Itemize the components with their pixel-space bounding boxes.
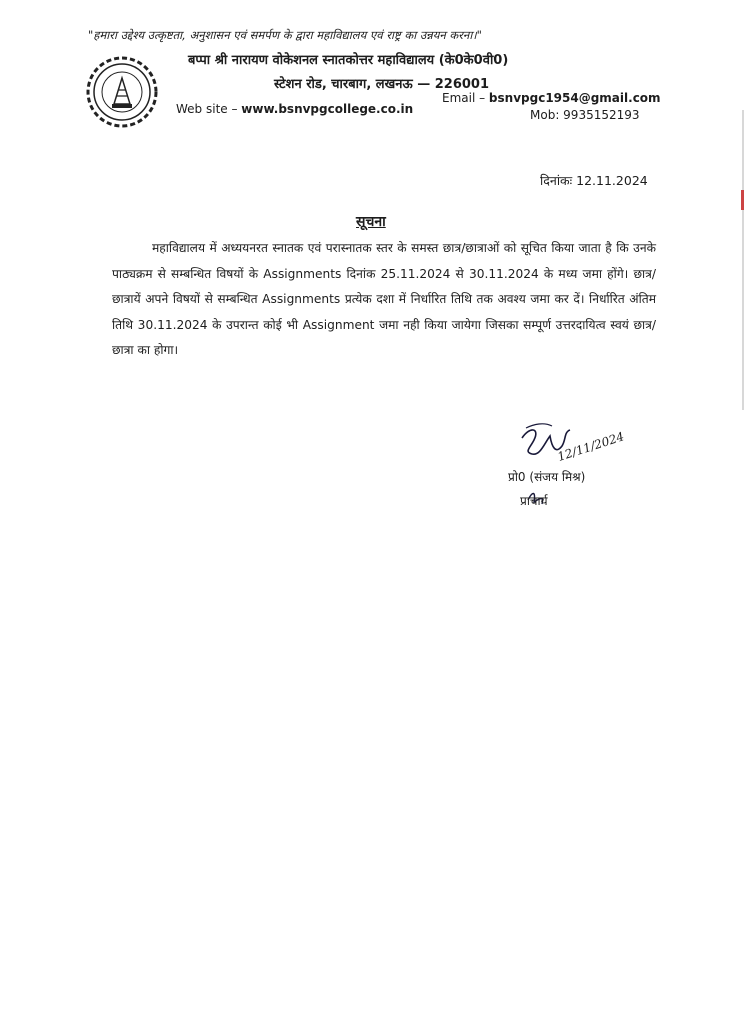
notice-date: दिनांकः 12.11.2024 — [540, 173, 648, 188]
notice-body: महाविद्यालय में अध्ययनरत स्नातक एवं परास्नातक स्तर के समस्त छात्र/छात्राओं को सूचित किया जाता है कि उनके पाठ्यक्रम से सम्बन्धित विषयों के Assignments दिनांक 25.11.2024 से 30.11.2024 के मध्य जमा होंगे। छात्र/छात्रायें अपने विषयों से सम्बन्धित Assignments प्रत्येक दशा में निर्धारित तिथि तक अवश्य जमा कर दें। निर्धारित अंतिम तिथि 30.11.2024 के उपरान्त कोई भी Assignment जमा नही किया जायेगा जिसका सम्पूर्ण उत्तरदायित्व स्वयं छात्र/छात्रा का होगा। — [112, 241, 656, 358]
letterhead — [0, 0, 746, 130]
college-address: स्टेशन रोड, चारबाग, लखनऊ — 226001 — [274, 77, 489, 92]
website-label: Web site – — [176, 102, 242, 116]
website-link[interactable]: www.bsnvpgcollege.co.in — [241, 102, 414, 116]
college-logo-icon — [86, 56, 158, 128]
page-edge-shadow — [738, 110, 746, 410]
email-line — [442, 91, 661, 105]
email-link[interactable]: bsnvpgc1954@gmail.com — [488, 91, 661, 105]
notice-heading: सूचना — [356, 214, 386, 230]
email-label: Email – — [442, 91, 489, 105]
mobile-number: Mob: 9935152193 — [530, 108, 640, 122]
signatory-name: प्रो0 (संजय मिश्र) — [508, 470, 586, 484]
motto: "हमारा उद्देश्य उत्कृष्टता, अनुशासन एवं समर्पण के द्वारा महाविद्यालय एवं राष्ट्र का उन्नयन करना।" — [88, 28, 482, 42]
website-line — [176, 102, 413, 116]
handwritten-date: 12/11/2024 — [555, 429, 626, 464]
college-name: बप्पा श्री नारायण वोकेशनल स्नातकोत्तर महाविद्यालय (के0के0वी0) — [188, 53, 509, 68]
signatory-title: प्राचार्य — [520, 494, 548, 508]
